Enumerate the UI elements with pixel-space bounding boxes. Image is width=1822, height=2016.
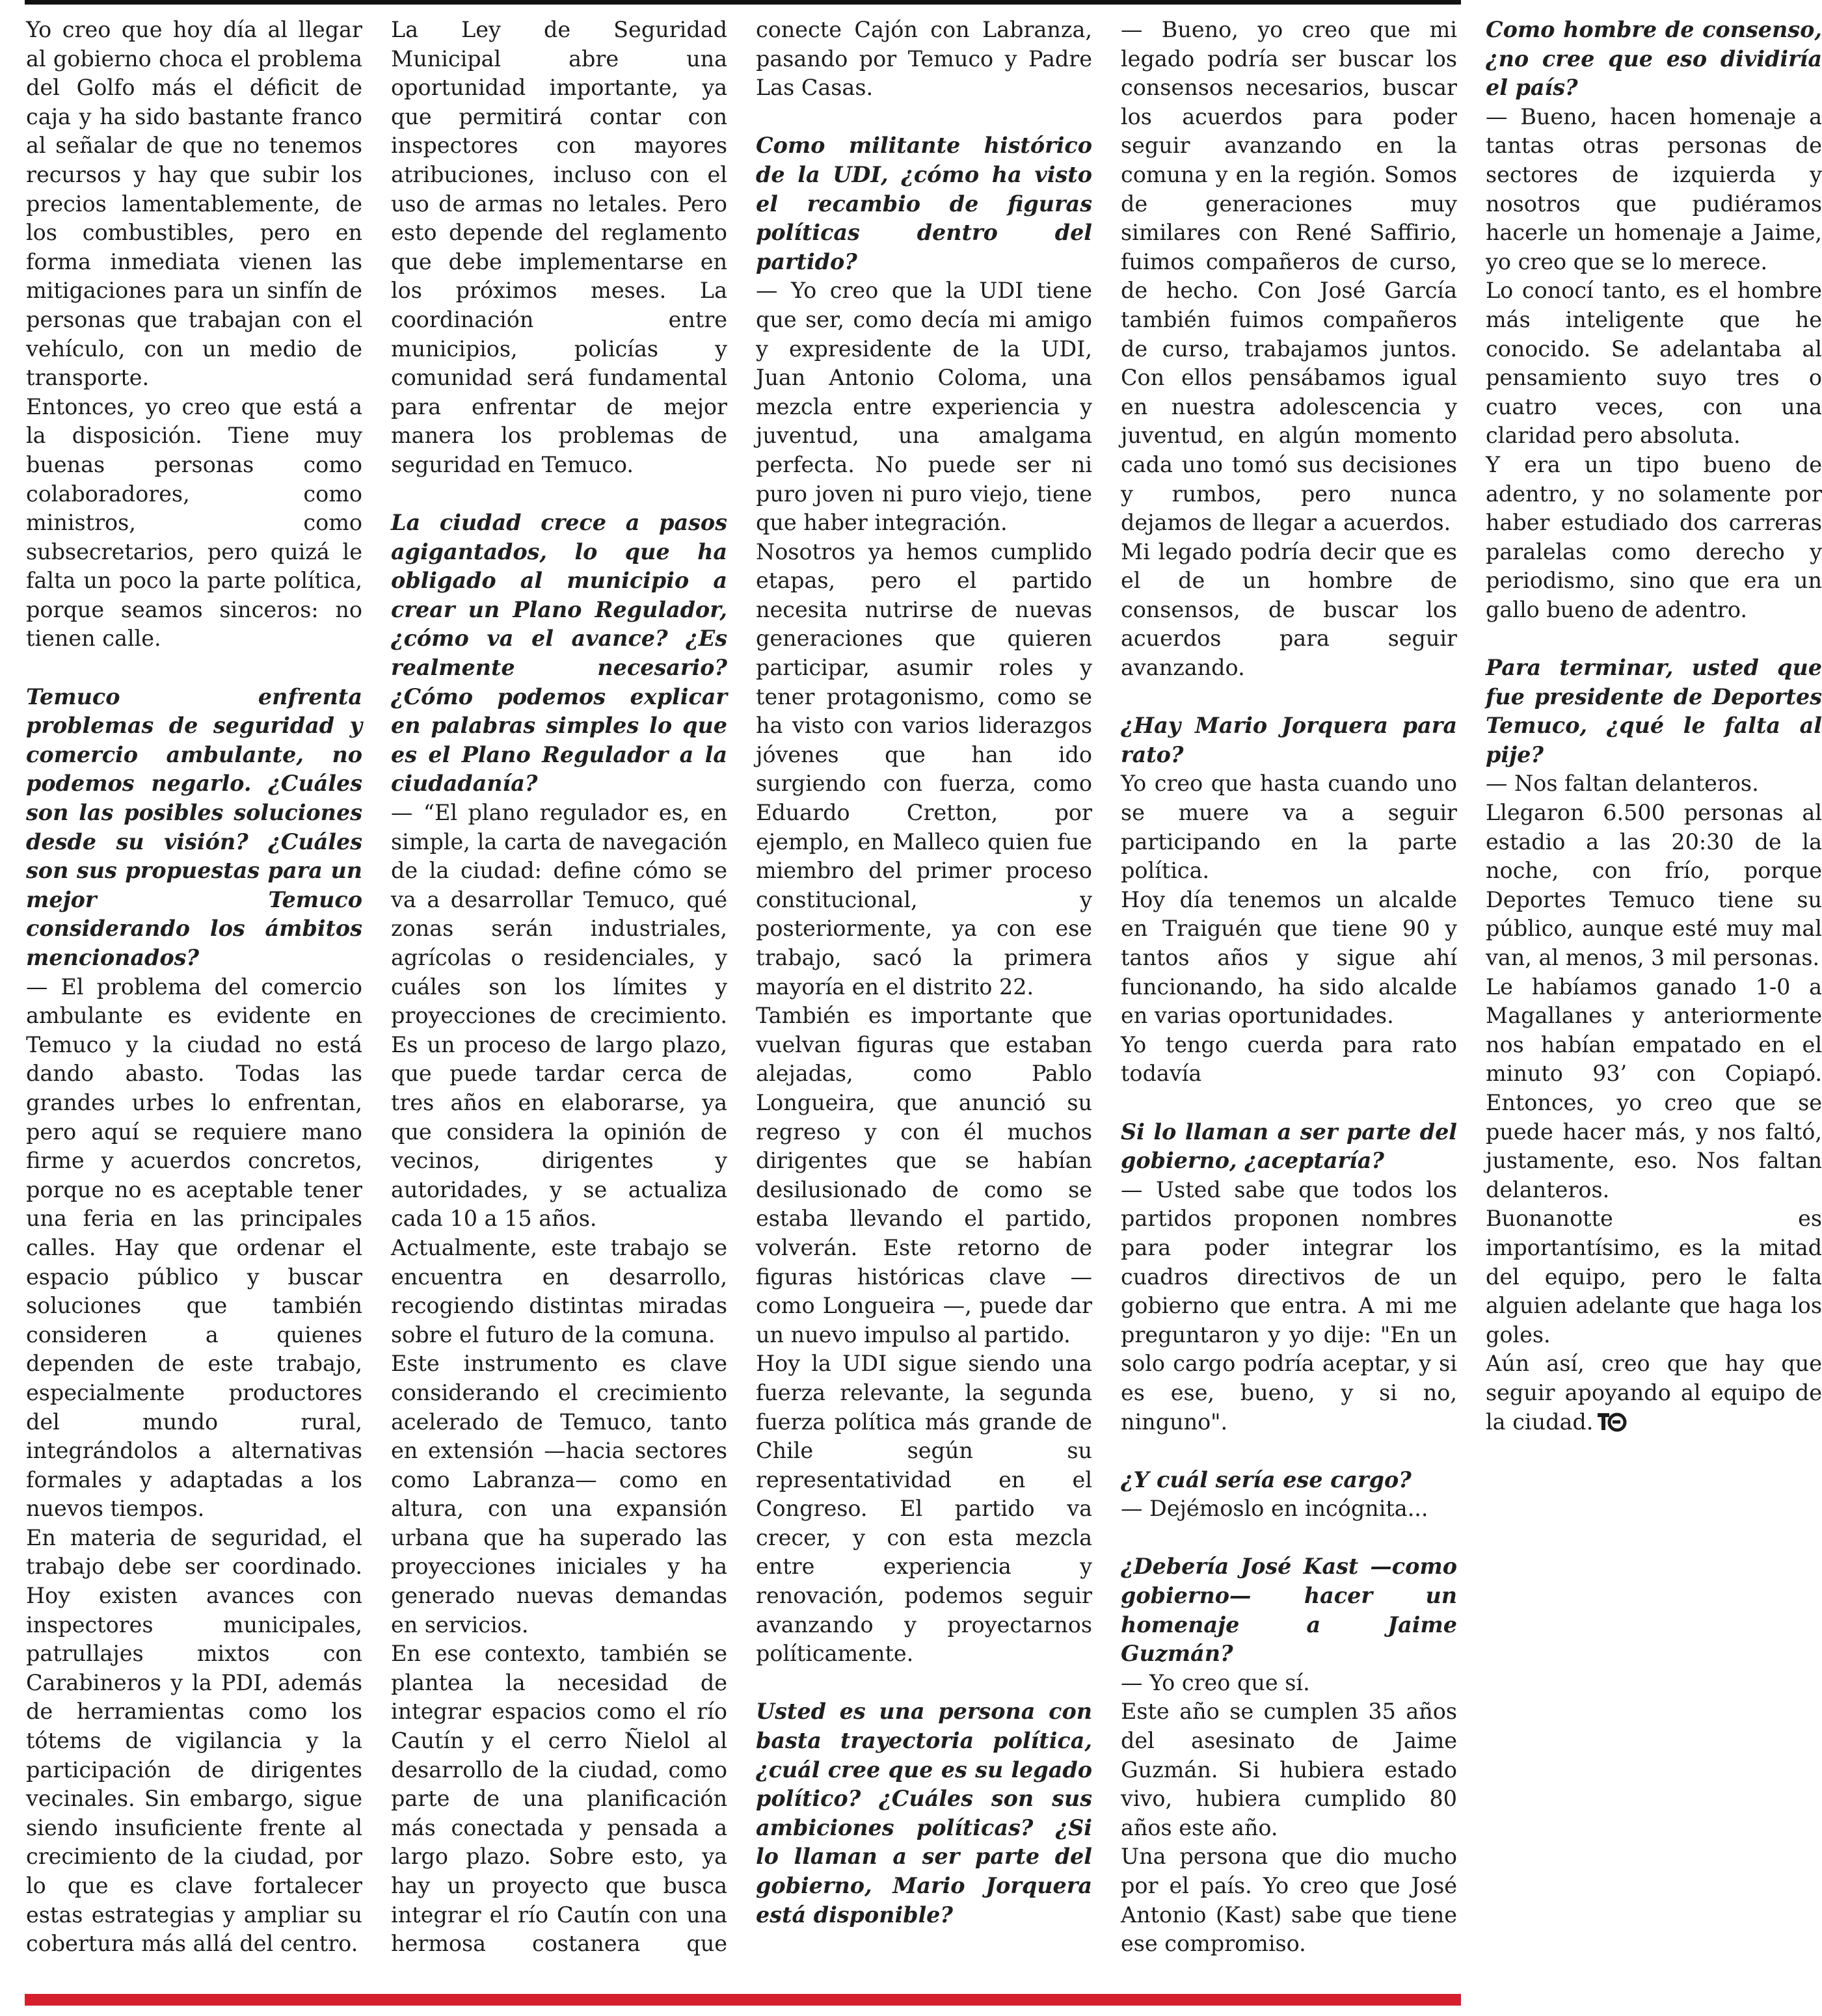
answer-text: Llegaron 6.500 personas al estadio a las 20:30 de la noche, con frío, porque Deportes Temuco tiene su público, aunque esté muy mal van, al menos, 3 mil personas.	[1486, 800, 1822, 970]
answer-text: — El problema del comercio ambulante es evidente en Temuco y la ciudad no está dando abasto. Todas las grandes urbes lo enfrentan, pero aquí se requiere mano firme y acuerdos concretos, porque no es aceptable tener una feria en las principales calles. Hay que ordenar el espacio público y buscar soluciones que también consideren a quienes dependen de este trabajo, especialmente productores del mundo rural, integrándolos a alternativas formales y adaptadas a los nuevos tiempos.	[26, 974, 362, 1522]
question-paragraph	[756, 1697, 1092, 1930]
answer-paragraph	[1486, 769, 1822, 799]
answer-paragraph	[1486, 276, 1822, 451]
answer-text: — Bueno, yo creo que mi legado podría ser buscar los consensos necesarios, buscar los acuerdos para poder seguir avanzando en la comuna y en la región. Somos de generaciones muy similares con René Saffirio, fuimos compañeros de curso, de hecho. Con José García también fuimos compañeros de curso, trabajamos juntos. Con ellos pensábamos igual en nuestra adolescencia y juventud, en algún momento cada uno tomó sus decisiones y rumbos, pero nunca dejamos de llegar a acuerdos.	[1121, 17, 1457, 536]
answer-text: — Usted sabe que todos los partidos proponen nombres para poder integrar los cuadros directivos de un gobierno que entra. A mi me preguntaron y yo dije: "En un solo cargo podría aceptar, y si es ese, bueno, y si no, ninguno".	[1121, 1176, 1457, 1435]
answer-paragraph	[1486, 451, 1822, 625]
question-paragraph	[26, 683, 362, 973]
answer-text: — Yo creo que la UDI tiene que ser, como decía mi amigo y expresidente de la UDI, Juan Antonio Coloma, una mezcla entre experiencia y juventud, una amalgama perfecta. No puede ser ni puro joven ni puro viejo, tiene que haber integración.	[756, 278, 1092, 536]
answer-text: Hoy la UDI sigue siendo una fuerza relevante, la segunda fuerza política más grande de Chile según su representatividad en el Congreso. El partido va crecer, y con esta mezcla entre experiencia y renovación, podemos seguir avanzando y proyectarnos políticamente.	[756, 1351, 1092, 1667]
answer-paragraph	[756, 538, 1092, 1002]
answer-paragraph	[1121, 1176, 1457, 1437]
answer-paragraph	[1121, 538, 1457, 683]
answer-paragraph	[1121, 1494, 1457, 1524]
question-text: Si lo llaman a ser parte del gobierno, ¿aceptaría?	[1121, 1119, 1457, 1174]
answer-paragraph	[756, 1349, 1092, 1669]
question-text: ¿Hay Mario Jorquera para rato?	[1121, 713, 1457, 767]
answer-text: En ese contexto, también se plantea la necesidad de integrar espacios como el río Cautín y el cerro Ñielol al desarrollo de la ciudad, como parte de una planificación más conectada y pensada a largo plazo. Sobre esto, ya hay un proyecto que busca integrar el río Cautín con una hermosa costanera que conecte Cajón con Labranza, pasando por Temuco y Padre Las Casas.	[391, 17, 1092, 1957]
answer-text: Una persona que dio mucho por el país. Yo creo que José Antonio (Kast) sabe que tiene ese compromiso.	[1121, 1844, 1457, 1957]
answer-paragraph	[756, 1001, 1092, 1349]
end-mark-text	[1627, 1411, 1628, 1412]
answer-text: Y era un tipo bueno de adentro, y no solamente por haber estudiado dos carreras paralelas como derecho y periodismo, sino que era un gallo bueno de adentro.	[1486, 451, 1822, 622]
bottom-red-rule	[25, 1994, 1461, 2006]
question-text: Usted es una persona con basta trayectoria política, ¿cuál cree que es su legado político? ¿Cuáles son sus ambiciones políticas? ¿Si lo llaman a ser parte del gobierno, Mario Jorquera está disponible?	[756, 1699, 1092, 1928]
answer-text: — Yo creo que sí.	[1121, 1669, 1310, 1695]
answer-paragraph	[391, 799, 727, 1234]
answer-paragraph	[26, 1524, 362, 1959]
answer-text: — Bueno, hacen homenaje a tantas otras personas de sectores de izquierda y nosotros que pudiéramos hacerle un homenaje a Jaime, yo creo que se lo merece.	[1486, 103, 1822, 274]
answer-paragraph	[1486, 799, 1822, 973]
answer-paragraph	[756, 276, 1092, 537]
answer-text: Este instrumento es clave considerando el crecimiento acelerado de Temuco, tanto en extensión —hacia sectores como Labranza— como en altura, con una expansión urbana que ha superado las proyecciones iniciales y ha generado nuevas demandas en servicios.	[391, 1351, 727, 1638]
answer-text: Lo conocí tanto, es el hombre más inteligente que he conocido. Se adelantaba al pensamiento suyo tres o cuatro veces, con una claridad pero absoluta.	[1486, 278, 1822, 449]
answer-text: Nosotros ya hemos cumplido etapas, pero el partido necesita nutrirse de nuevas generaciones que quieren participar, asumir roles y tener protagonismo, como se ha visto con varios liderazgos jóvenes que han ido surgiendo con fuerza, como Eduardo Cretton, por ejemplo, en Malleco quien fue miembro del primer proceso constitucional, y posteriormente, ya con ese trabajo, sacó la primera mayoría en el distrito 22.	[756, 538, 1092, 1000]
answer-paragraph	[1121, 16, 1457, 538]
answer-paragraph	[26, 973, 362, 1524]
question-paragraph	[1121, 1466, 1457, 1495]
answer-text: En materia de seguridad, el trabajo debe ser coordinado. Hoy existen avances con inspectores municipales, patrullajes mixtos con Carabineros y la PDI, además de herramientas como los tótems de vigilancia y la participación de dirigentes vecinales. Sin embargo, sigue siendo insuficiente frente al crecimiento de la ciudad, por lo que es clave fortalecer estas estrategias y ampliar su cobertura más allá del centro.	[26, 1524, 362, 1957]
question-paragraph	[1121, 1552, 1457, 1668]
question-text: Temuco enfrenta problemas de seguridad y comercio ambulante, no podemos negarlo. ¿Cuáles son las posibles soluciones desde su visión? ¿Cuáles son sus propuestas para un mejor Temuco considerando los ámbitos mencionados?	[26, 683, 362, 970]
question-text: Para terminar, usted que fue presidente de Deportes Temuco, ¿qué le falta al pije?	[1486, 655, 1822, 767]
article-columns	[26, 16, 1822, 1973]
answer-paragraph	[1121, 1842, 1457, 1958]
answer-text: — Dejémoslo en incógnita...	[1121, 1496, 1428, 1522]
answer-paragraph	[26, 16, 362, 393]
answer-paragraph	[1486, 973, 1822, 1205]
question-paragraph	[1121, 711, 1457, 769]
answer-text: Yo tengo cuerda para rato todavía	[1121, 1031, 1457, 1087]
question-paragraph	[1121, 1118, 1457, 1176]
answer-paragraph	[391, 1349, 727, 1639]
answer-paragraph	[391, 1234, 727, 1349]
publication-end-mark-icon	[1597, 1411, 1627, 1441]
answer-paragraph	[1121, 769, 1457, 885]
answer-text: — Nos faltan delanteros.	[1486, 771, 1759, 797]
question-paragraph	[756, 131, 1092, 276]
answer-text: Yo creo que hasta cuando uno se muere va a seguir participando en la parte política.	[1121, 771, 1457, 884]
question-text: La ciudad crece a pasos agigantados, lo que ha obligado al municipio a crear un Plano Regulador, ¿cómo va el avance? ¿Es realmente necesario? ¿Cómo podemos explicar en palabras simples lo que es el Plano Regulador a la ciudadanía?	[391, 510, 727, 797]
answer-text: Entonces, yo creo que está a la disposición. Tiene muy buenas personas como colaboradores, como ministros, como subsecretarios, pero quizá le falta un poco la parte política, porque seamos sinceros: no tienen calle.	[26, 393, 362, 652]
answer-text: Actualmente, este trabajo se encuentra en desarrollo, recogiendo distintas miradas sobre el futuro de la comuna.	[391, 1234, 727, 1347]
answer-paragraph	[1486, 103, 1822, 277]
answer-text: Mi legado podría decir que es el de un hombre de consensos, de buscar los acuerdos para seguir avanzando.	[1121, 538, 1457, 681]
answer-paragraph	[1121, 1031, 1457, 1089]
top-rule	[25, 0, 1461, 5]
answer-text: — “El plano regulador es, en simple, la carta de navegación de la ciudad: define cómo se va a desarrollar Temuco, qué zonas serán industriales, agrícolas o residenciales, y cuáles son los límites y proyecciones de crecimiento. Es un proceso de largo plazo, que puede tardar cerca de tres años en elaborarse, ya que considera la opinión de vecinos, dirigentes y autoridades, y se actualiza cada 10 a 15 años.	[391, 800, 727, 1232]
answer-paragraph	[1121, 1669, 1457, 1698]
answer-text: También es importante que vuelvan figuras que estaban alejadas, como Pablo Longueira, que anunció su regreso y con él muchos dirigentes que se habían desilusionado de como se estaba llevando el partido, volverán. Este retorno de figuras históricas clave —como Longueira —, puede dar un nuevo impulso al partido.	[756, 1003, 1092, 1347]
question-text: ¿Y cuál sería ese cargo?	[1121, 1466, 1412, 1492]
answer-paragraph	[1121, 1697, 1457, 1842]
question-paragraph	[1486, 16, 1822, 103]
answer-paragraph	[1121, 886, 1457, 1031]
answer-text: Hoy día tenemos un alcalde en Traiguén que tiene 90 y tantos años y sigue ahí funcionando, ha sido alcalde en varias oportunidades.	[1121, 886, 1457, 1029]
question-text: ¿Debería José Kast —como gobierno— hacer un homenaje a Jaime Guzmán?	[1121, 1554, 1457, 1667]
answer-text: Buonanotte es importantísimo, es la mitad del equipo, pero le falta alguien adelante que haga los goles.	[1486, 1206, 1822, 1347]
answer-paragraph	[1486, 1349, 1822, 1440]
answer-text: Yo creo que hoy día al llegar al gobierno choca el problema del Golfo más el déficit de caja y ha sido bastante franco al señalar de que no tenemos recursos y hay que subir los precios lamentablemente, de los combustibles, pero en forma inmediata vienen las mitigaciones para un sinfín de personas que trabajan con el vehículo, con un medio de transporte.	[26, 17, 362, 391]
answer-text: Aún así, creo que hay que seguir apoyando al equipo de la ciudad.	[1486, 1351, 1822, 1435]
answer-paragraph	[391, 16, 727, 480]
question-text: Como militante histórico de la UDI, ¿cómo ha visto el recambio de figuras políticas dentro del partido?	[756, 133, 1092, 274]
answer-paragraph	[26, 393, 362, 654]
question-paragraph	[1486, 654, 1822, 769]
answer-text: La Ley de Seguridad Municipal abre una oportunidad importante, ya que permitirá contar con inspectores con mayores atribuciones, incluso con el uso de armas no letales. Pero esto depende del reglamento que debe implementarse en los próximos meses. La coordinación entre municipios, policías y comunidad será fundamental para enfrentar de mejor manera los problemas de seguridad en Temuco.	[391, 17, 727, 477]
question-paragraph	[391, 509, 727, 799]
answer-paragraph	[1486, 1204, 1822, 1349]
answer-text: Este año se cumplen 35 años del asesinato de Jaime Guzmán. Si hubiera estado vivo, hubiera cumplido 80 años este año.	[1121, 1699, 1457, 1840]
question-text: Como hombre de consenso, ¿no cree que eso dividiría el país?	[1486, 17, 1822, 101]
answer-text: Le habíamos ganado 1-0 a Magallanes y anteriormente nos habían empatado en el minuto 93’ con Copiapó. Entonces, yo creo que se puede hacer más, y nos faltó, justamente, eso. Nos faltan delanteros.	[1486, 974, 1822, 1202]
